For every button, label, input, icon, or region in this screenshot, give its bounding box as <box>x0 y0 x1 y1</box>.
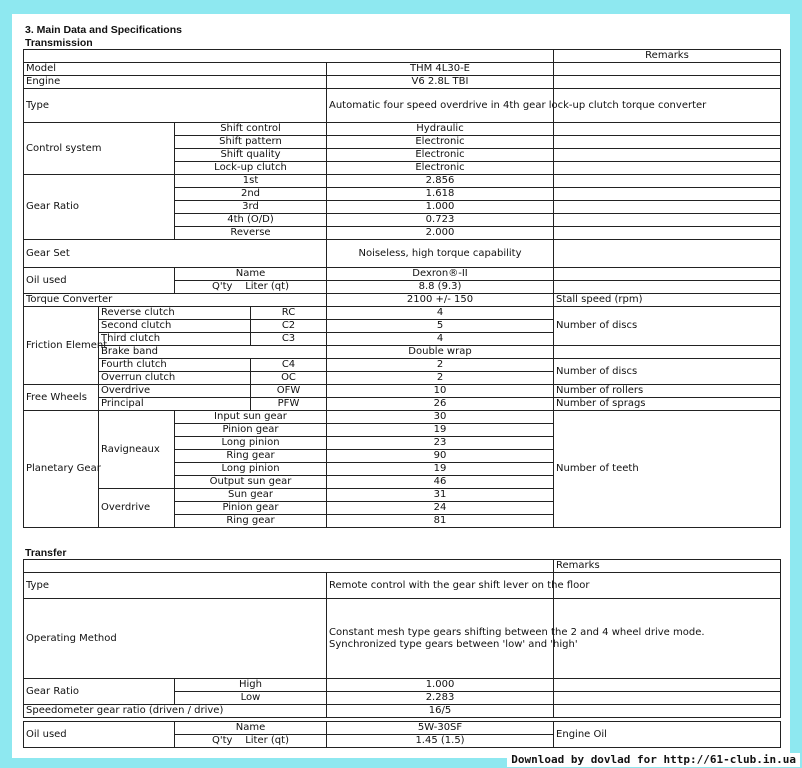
gear-ratio-row-value: 1.618 <box>327 188 554 201</box>
planetary-row-label: Input sun gear <box>175 411 327 424</box>
planetary-row-value: 31 <box>327 489 554 502</box>
control-row-value: Hydraulic <box>327 123 554 136</box>
torque-converter-value: 2100 +/- 150 <box>327 294 554 307</box>
planetary-row-value: 19 <box>327 463 554 476</box>
transfer-oil-name-value: 5W-30SF <box>327 722 554 735</box>
transfer-oil-qty-value: 1.45 (1.5) <box>327 735 554 748</box>
friction-row-value: 4 <box>327 333 554 346</box>
table-row <box>24 175 781 188</box>
friction-row-name: Second clutch <box>99 320 251 333</box>
table-row <box>24 63 781 76</box>
table-row <box>24 722 781 735</box>
planetary-remark: Number of teeth <box>554 411 781 528</box>
planetary-row-label: Long pinion <box>175 437 327 450</box>
planetary-row-label: Long pinion <box>175 463 327 476</box>
control-row-value: Electronic <box>327 149 554 162</box>
friction-row-name: Reverse clutch <box>99 307 251 320</box>
transfer-gear-ratio-row-value: 1.000 <box>327 679 554 692</box>
control-row-label: Shift control <box>175 123 327 136</box>
transfer-oil-remark: Engine Oil <box>554 722 781 748</box>
free-wheel-value: 10 <box>327 385 554 398</box>
planetary-row-label: Ring gear <box>175 450 327 463</box>
table-row <box>24 359 781 372</box>
gear-set-label: Gear Set <box>24 240 327 268</box>
gear-ratio-row-value: 1.000 <box>327 201 554 214</box>
speedometer-label: Speedometer gear ratio (driven / drive) <box>24 705 327 718</box>
speedometer-value: 16/5 <box>327 705 554 718</box>
transfer-gear-ratio-label: Gear Ratio <box>24 679 175 705</box>
transfer-type-value: Remote control with the gear shift lever on the floor <box>327 573 554 599</box>
transfer-type-label: Type <box>24 573 327 599</box>
planetary-row-value: 46 <box>327 476 554 489</box>
planetary-row-label: Pinion gear <box>175 502 327 515</box>
friction-row-code: RC <box>251 307 327 320</box>
operating-method-value <box>327 599 705 679</box>
friction-row-value: 2 <box>327 359 554 372</box>
free-wheel-value: 26 <box>327 398 554 411</box>
friction-remark-b: Number of discs <box>554 359 781 385</box>
type-value: Automatic four speed overdrive in 4th gear lock-up clutch torque converter <box>327 89 554 123</box>
table-row <box>24 573 781 599</box>
free-wheel-name: Overdrive <box>99 385 251 398</box>
oil-name-value: Dexron®-II <box>327 268 554 281</box>
free-wheel-code: PFW <box>251 398 327 411</box>
transfer-gear-ratio-row-label: Low <box>175 692 327 705</box>
friction-row-name: Third clutch <box>99 333 251 346</box>
ravigneaux-label: Ravigneaux <box>99 411 175 489</box>
control-row-value: Electronic <box>327 136 554 149</box>
free-wheels-label: Free Wheels <box>24 385 99 411</box>
friction-element-label: Friction Element <box>24 307 99 385</box>
transfer-oil-label: Oil used <box>24 722 175 748</box>
friction-row-value: Double wrap <box>327 346 554 359</box>
gear-ratio-row-label: Reverse <box>175 227 327 240</box>
download-footer: Download by dovlad for http://61-club.in.ua <box>507 753 800 767</box>
planetary-row-value: 19 <box>327 424 554 437</box>
model-value: THM 4L30-E <box>327 63 554 76</box>
transfer-oil-qty-label: Q'ty Liter (qt) <box>175 735 327 748</box>
table-row <box>24 560 781 573</box>
friction-remark-a: Number of discs <box>554 307 781 346</box>
friction-row-value: 5 <box>327 320 554 333</box>
table-row <box>24 123 781 136</box>
transfer-heading: Transfer <box>25 547 67 559</box>
table-row <box>24 599 781 679</box>
table-row <box>24 705 781 718</box>
friction-row-code: OC <box>251 372 327 385</box>
engine-label: Engine <box>24 76 327 89</box>
free-wheel-remark: Number of sprags <box>554 398 781 411</box>
planetary-row-label: Ring gear <box>175 515 327 528</box>
control-row-label: Lock-up clutch <box>175 162 327 175</box>
table-row <box>24 398 781 411</box>
table-row <box>24 89 781 123</box>
overdrive-label: Overdrive <box>99 489 175 528</box>
torque-converter-label: Torque Converter <box>24 294 327 307</box>
control-system-label: Control system <box>24 123 175 175</box>
remarks-header: Remarks <box>554 50 781 63</box>
table-row <box>24 240 781 268</box>
oil-name-label: Name <box>175 268 327 281</box>
torque-converter-remark: Stall speed (rpm) <box>554 294 781 307</box>
planetary-gear-label: Planetary Gear <box>24 411 99 528</box>
friction-row-code: C4 <box>251 359 327 372</box>
control-row-label: Shift quality <box>175 149 327 162</box>
gear-ratio-label: Gear Ratio <box>24 175 175 240</box>
gear-ratio-row-label: 3rd <box>175 201 327 214</box>
friction-row-name: Overrun clutch <box>99 372 251 385</box>
planetary-row-label: Pinion gear <box>175 424 327 437</box>
model-label: Model <box>24 63 327 76</box>
table-row <box>24 307 781 320</box>
transfer-oil-name-label: Name <box>175 722 327 735</box>
table-row <box>24 268 781 281</box>
gear-ratio-row-value: 2.000 <box>327 227 554 240</box>
control-row-value: Electronic <box>327 162 554 175</box>
transmission-heading: Transmission <box>25 37 93 49</box>
friction-row-value: 4 <box>327 307 554 320</box>
friction-row-name: Fourth clutch <box>99 359 251 372</box>
table-row <box>24 50 781 63</box>
friction-row-code: C2 <box>251 320 327 333</box>
transmission-table <box>23 49 781 528</box>
table-row <box>24 679 781 692</box>
transfer-gear-ratio-row-value: 2.283 <box>327 692 554 705</box>
free-wheel-remark: Number of rollers <box>554 385 781 398</box>
gear-ratio-row-value: 2.856 <box>327 175 554 188</box>
friction-row-name: Brake band <box>99 346 327 359</box>
planetary-row-value: 30 <box>327 411 554 424</box>
planetary-row-value: 81 <box>327 515 554 528</box>
table-row <box>24 346 781 359</box>
free-wheel-code: OFW <box>251 385 327 398</box>
oil-used-label: Oil used <box>24 268 175 294</box>
operating-method-line2: Synchronized type gears between 'low' and 'high' <box>329 638 578 650</box>
planetary-row-label: Output sun gear <box>175 476 327 489</box>
gear-ratio-row-label: 4th (O/D) <box>175 214 327 227</box>
spec-sheet <box>12 14 790 758</box>
table-row <box>24 76 781 89</box>
gear-set-value: Noiseless, high torque capability <box>327 240 554 268</box>
gear-ratio-row-label: 1st <box>175 175 327 188</box>
section-title: 3. Main Data and Specifications <box>25 24 182 36</box>
planetary-row-label: Sun gear <box>175 489 327 502</box>
table-row <box>24 385 781 398</box>
operating-method-line1: Constant mesh type gears shifting between the 2 and 4 wheel drive mode. <box>329 626 705 638</box>
gear-ratio-row-label: 2nd <box>175 188 327 201</box>
engine-value: V6 2.8L TBI <box>327 76 554 89</box>
oil-qty-label: Q'ty Liter (qt) <box>175 281 327 294</box>
table-row <box>24 294 781 307</box>
operating-method-label: Operating Method <box>24 599 327 679</box>
transfer-gear-ratio-row-label: High <box>175 679 327 692</box>
free-wheel-name: Principal <box>99 398 251 411</box>
control-row-label: Shift pattern <box>175 136 327 149</box>
planetary-row-value: 90 <box>327 450 554 463</box>
friction-row-value: 2 <box>327 372 554 385</box>
friction-row-code: C3 <box>251 333 327 346</box>
planetary-row-value: 23 <box>327 437 554 450</box>
planetary-row-value: 24 <box>327 502 554 515</box>
transfer-remarks-header: Remarks <box>554 560 781 573</box>
oil-qty-value: 8.8 (9.3) <box>327 281 554 294</box>
gear-ratio-row-value: 0.723 <box>327 214 554 227</box>
transfer-table <box>23 559 781 748</box>
type-label: Type <box>24 89 327 123</box>
table-row <box>24 411 781 424</box>
